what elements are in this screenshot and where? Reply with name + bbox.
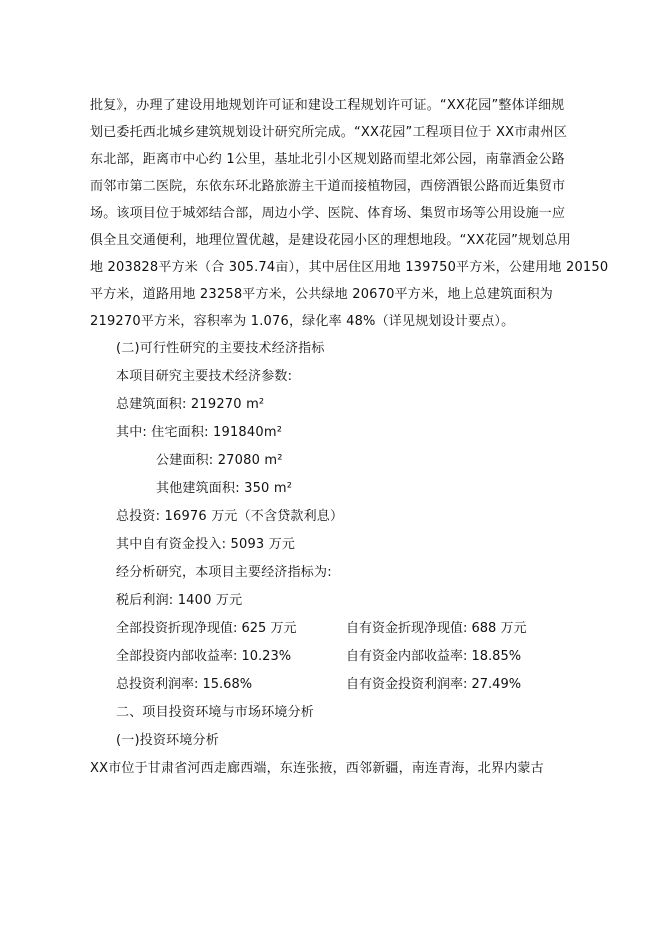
paragraph-line: 东北部，距离市中心约 1公里，基址北引小区规划路而望北郊公园，南靠酒金公路 — [90, 152, 565, 167]
params-intro: 本项目研究主要技术经济参数: — [116, 369, 293, 384]
paragraph-line: 219270平方米，容积率为 1.076，绿化率 48%（详见规划设计要点）。 — [90, 314, 515, 329]
section-heading: (一)投资环境分析 — [116, 733, 219, 748]
other-area: 其他建筑面积: 350 m² — [156, 481, 293, 496]
public-area: 公建面积: 27080 m² — [156, 453, 283, 468]
indicator-left: 总投资利润率: 15.68% — [116, 677, 253, 692]
paragraph-line: 批复》，办理了建设用地规划许可证和建设工程规划许可证。“XX花园”整体详细规 — [90, 98, 565, 113]
section-heading: (二)可行性研究的主要技术经济指标 — [116, 341, 325, 356]
indicator-right: 自有资金折现净现值: 688 万元 — [346, 621, 527, 636]
paragraph-line: XX市位于甘肃省河西走廊西端，东连张掖，西邻新疆，南连青海，北界内蒙古 — [90, 761, 544, 776]
paragraph-line: 划已委托西北城乡建筑规划设计研究所完成。“XX花园”工程项目位于 XX市肃州区 — [90, 125, 568, 140]
indicator-right: 自有资金投资利润率: 27.49% — [346, 677, 522, 692]
econ-intro: 经分析研究，本项目主要经济指标为: — [116, 565, 332, 580]
total-investment: 总投资: 16976 万元（不含贷款利息） — [116, 509, 344, 524]
indicator-row — [116, 676, 636, 694]
indicator-left: 全部投资折现净现值: 625 万元 — [116, 621, 297, 636]
paragraph-line: 平方米，道路用地 23258平方米，公共绿地 20670平方米，地上总建筑面积为 — [90, 287, 553, 302]
paragraph-line: 地 203828平方米（合 305.74亩），其中居住区用地 139750平方米，公建用地 20150 — [90, 260, 609, 275]
after-tax-profit: 税后利润: 1400 万元 — [116, 593, 243, 608]
indicator-row — [116, 620, 636, 638]
residential-area: 其中: 住宅面积: 191840m² — [116, 425, 283, 440]
paragraph-line: 而邻市第二医院，东依东环北路旅游主干道而接植物园，西傍酒银公路而近集贸市 — [90, 179, 566, 194]
indicator-row — [116, 648, 636, 666]
indicator-left: 全部投资内部收益率: 10.23% — [116, 649, 292, 664]
chapter-heading: 二、项目投资环境与市场环境分析 — [116, 705, 315, 720]
paragraph-line: 俱全且交通便利，地理位置优越，是建设花园小区的理想地段。“XX花园”规划总用 — [90, 233, 571, 248]
indicator-right: 自有资金内部收益率: 18.85% — [346, 649, 522, 664]
own-funds: 其中自有资金投入: 5093 万元 — [116, 537, 296, 552]
paragraph-line: 场。该项目位于城郊结合部，周边小学、医院、体育场、集贸市场等公用设施一应 — [90, 206, 566, 221]
total-area: 总建筑面积: 219270 m² — [116, 397, 265, 412]
